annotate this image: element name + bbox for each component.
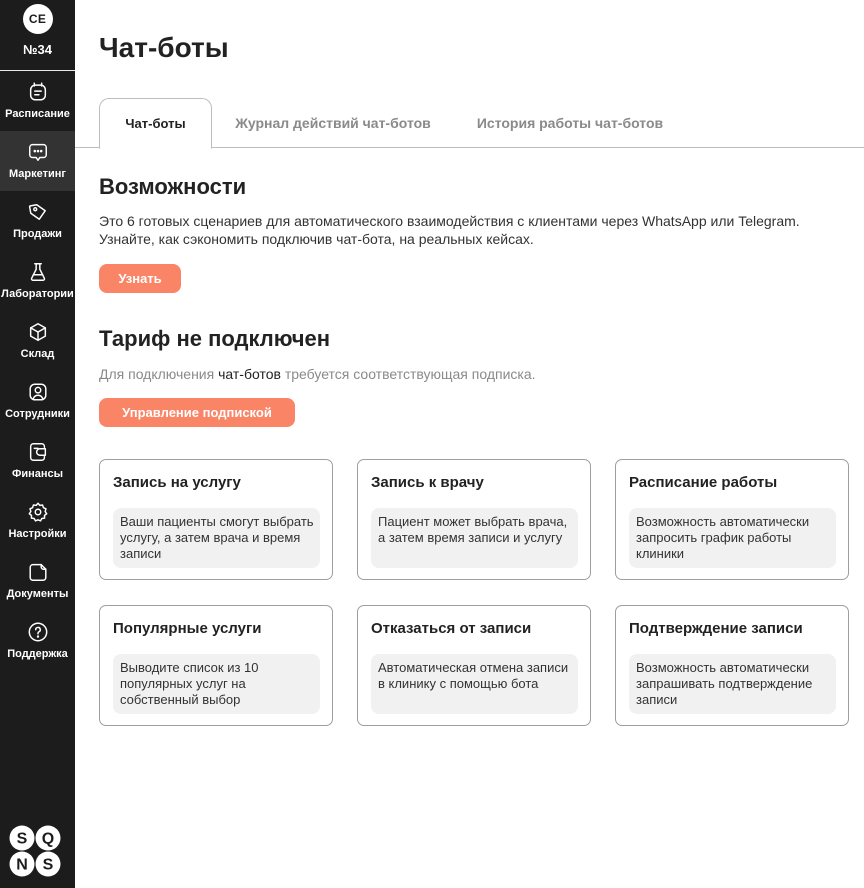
tariff-text-before: Для подключения — [99, 366, 219, 382]
sidebar-item-marketing[interactable] — [0, 131, 75, 191]
tag-icon — [26, 200, 50, 224]
scenario-card-popular-services[interactable] — [99, 605, 333, 726]
clinic-number: №34 — [23, 42, 52, 57]
sidebar-item-label: Продажи — [13, 228, 62, 240]
box-icon — [26, 320, 50, 344]
clinic-brand — [0, 0, 75, 71]
svg-text:Q: Q — [41, 830, 55, 848]
help-icon — [26, 620, 50, 644]
sidebar-item-documents[interactable] — [0, 551, 75, 611]
scenario-card-description: Выводите список из 10 популярных услуг на собственный выбор — [113, 654, 320, 714]
scenario-card-title: Подтверждение записи — [629, 620, 803, 637]
tab-chatbots[interactable]: Чат-боты — [99, 98, 212, 149]
calendar-icon — [26, 80, 50, 104]
sidebar-item-label: Расписание — [5, 108, 70, 120]
main-content — [75, 0, 864, 888]
scenario-card-description: Возможность автоматически запросить график работы клиники — [629, 508, 836, 568]
sidebar-item-staff[interactable] — [0, 371, 75, 431]
scenario-card-doctor-booking[interactable] — [357, 459, 591, 580]
sqns-logo — [8, 824, 62, 878]
scenario-cards-grid — [99, 459, 849, 726]
scenario-card-service-booking[interactable] — [99, 459, 333, 580]
manage-subscription-button[interactable]: Управление подпиской — [99, 398, 295, 427]
scenario-card-cancel-booking[interactable] — [357, 605, 591, 726]
scenario-card-description: Возможность автоматически запрашивать подтверждение записи — [629, 654, 836, 714]
sidebar-item-sales[interactable] — [0, 191, 75, 251]
chat-bubble-icon — [26, 140, 50, 164]
features-text-line2: Узнайте, как сэкономить подключив чат-бота, на реальных кейсах. — [99, 231, 534, 247]
scenario-card-title: Популярные услуги — [113, 620, 262, 637]
tariff-description — [99, 366, 536, 382]
folder-icon — [26, 560, 50, 584]
scenario-card-booking-confirmation[interactable] — [615, 605, 849, 726]
sidebar-nav — [0, 71, 75, 671]
sidebar-item-support[interactable] — [0, 611, 75, 671]
sidebar-item-label: Финансы — [11, 468, 64, 480]
svg-text:S: S — [16, 830, 28, 848]
sidebar-item-warehouse[interactable] — [0, 311, 75, 371]
sidebar-item-label: Документы — [6, 588, 69, 600]
scenario-card-title: Расписание работы — [629, 474, 778, 491]
tab-chatbot-history[interactable]: История работы чат-ботов — [476, 115, 664, 131]
sidebar-item-label: Настройки — [8, 528, 67, 540]
sidebar-item-settings[interactable] — [0, 491, 75, 551]
sidebar-item-label: Поддержка — [7, 648, 68, 660]
gear-icon — [26, 500, 50, 524]
tab-bar — [75, 98, 864, 148]
features-description — [99, 212, 859, 248]
scenario-card-title: Запись на услугу — [113, 474, 241, 491]
sidebar-item-labs[interactable] — [0, 251, 75, 311]
features-heading: Возможности — [99, 174, 247, 199]
scenario-card-description: Ваши пациенты смогут выбрать услугу, а затем врача и время записи — [113, 508, 320, 568]
sidebar-item-label: Маркетинг — [9, 168, 66, 180]
scenario-card-description: Пациент может выбрать врача, а затем время записи и услугу — [371, 508, 578, 568]
tariff-text-after: требуется соответствующая подписка. — [280, 366, 536, 382]
scenario-card-title: Отказаться от записи — [371, 620, 532, 637]
sidebar-item-finance[interactable] — [0, 431, 75, 491]
page-title: Чат-боты — [99, 32, 229, 63]
sidebar-item-schedule[interactable] — [0, 71, 75, 131]
scenario-card-description: Автоматическая отмена записи в клинику с помощью бота — [371, 654, 578, 714]
sidebar-item-label: Склад — [20, 348, 55, 360]
svg-text:S: S — [42, 856, 54, 874]
scenario-card-work-schedule[interactable] — [615, 459, 849, 580]
svg-text:N: N — [16, 856, 28, 874]
tariff-heading: Тариф не подключен — [99, 326, 330, 351]
flask-icon — [26, 260, 50, 284]
tab-chatbot-action-log[interactable]: Журнал действий чат-ботов — [235, 115, 431, 131]
sidebar-item-label: Сотрудники — [5, 408, 70, 420]
tariff-text-highlight: чат-ботов — [218, 366, 281, 382]
avatar[interactable]: CE — [23, 4, 53, 34]
sidebar-item-label: Лаборатории — [1, 288, 74, 300]
wallet-icon — [26, 440, 50, 464]
sidebar — [0, 0, 75, 888]
user-badge-icon — [26, 380, 50, 404]
scenario-card-title: Запись к врачу — [371, 474, 484, 491]
features-text-line1: Это 6 готовых сценариев для автоматического взаимодействия с клиентами через WhatsApp или Telegram. — [99, 213, 800, 229]
learn-more-button[interactable]: Узнать — [99, 264, 181, 293]
